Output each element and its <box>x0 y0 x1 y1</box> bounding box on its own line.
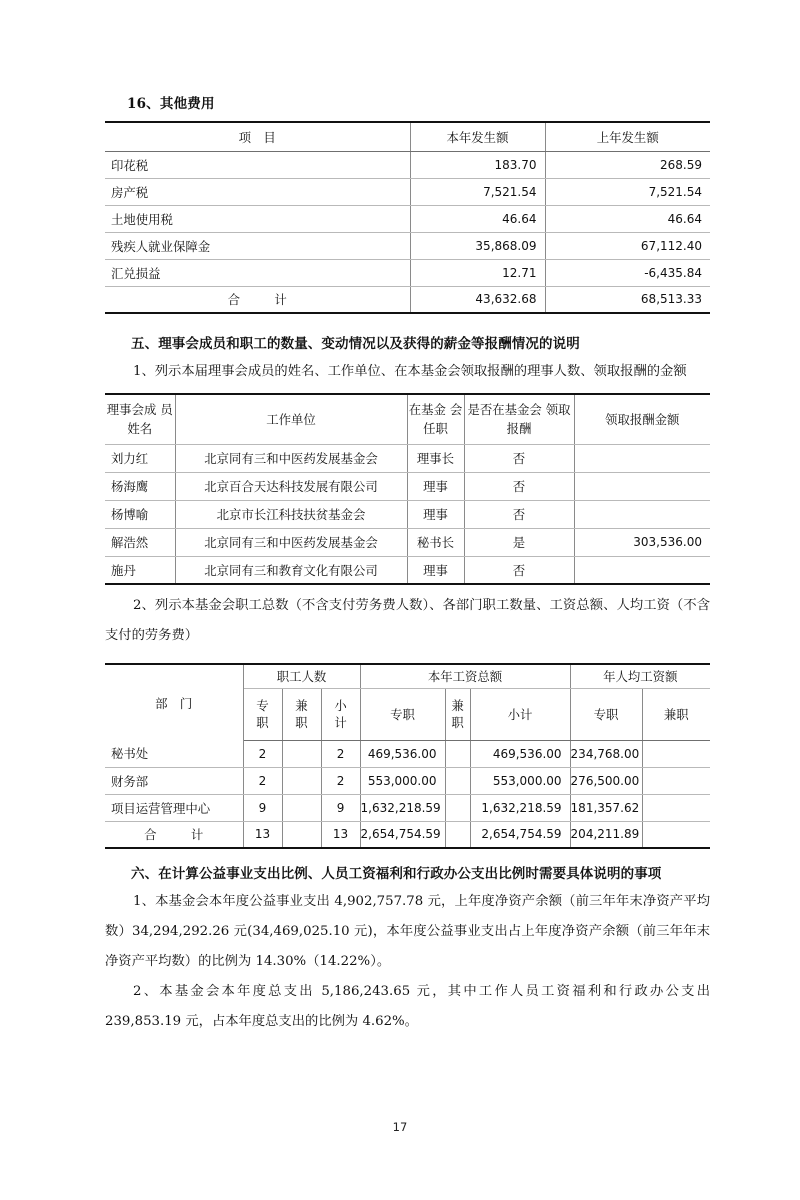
cell-count-subtotal: 2 <box>321 767 360 794</box>
other-expenses-table <box>105 121 710 314</box>
cell-count-fulltime: 9 <box>243 794 282 821</box>
table-row <box>105 556 710 584</box>
cell-previous: 268.59 <box>545 151 710 178</box>
sub-header-wage-fulltime: 专职 <box>360 688 445 740</box>
cell-position: 理事 <box>407 472 464 500</box>
page-number: 17 <box>392 1120 408 1134</box>
cell-total-previous: 68,513.33 <box>545 286 710 313</box>
cell-avg-parttime <box>642 740 710 767</box>
cell-count-subtotal: 2 <box>321 740 360 767</box>
col-header-name <box>105 394 175 444</box>
table-row <box>105 151 710 178</box>
sub-header-avg-parttime: 兼职 <box>642 688 710 740</box>
cell-count-subtotal: 9 <box>321 794 360 821</box>
col-header-paid <box>464 394 574 444</box>
cell-wage-subtotal: 469,536.00 <box>470 740 570 767</box>
cell-current: 35,868.09 <box>410 232 545 259</box>
cell-count-parttime <box>282 794 321 821</box>
col-header-previous: 上年发生额 <box>545 122 710 151</box>
cell-current: 46.64 <box>410 205 545 232</box>
col-header-total-wages: 本年工资总额 <box>360 664 570 688</box>
sub-header-count-subtotal-line2: 计 <box>334 715 347 730</box>
sub-header-count-fulltime-line2: 职 <box>256 715 269 730</box>
table-row <box>105 528 710 556</box>
cell-position: 理事 <box>407 556 464 584</box>
cell-count-fulltime: 2 <box>243 767 282 794</box>
cell-work-unit: 北京同有三和教育文化有限公司 <box>175 556 407 584</box>
table-group-header-row <box>105 664 710 688</box>
sub-header-wage-parttime-line2: 职 <box>451 715 464 730</box>
cell-wage-fulltime: 553,000.00 <box>360 767 445 794</box>
table-row <box>105 500 710 528</box>
col-header-name-line2: 员姓名 <box>127 402 173 437</box>
cell-paid: 否 <box>464 500 574 528</box>
cell-total-avg-parttime <box>642 821 710 848</box>
cell-total-avg-fulltime: 204,211.89 <box>570 821 642 848</box>
cell-total-count-fulltime: 13 <box>243 821 282 848</box>
cell-amount <box>574 556 710 584</box>
cell-avg-fulltime: 181,357.62 <box>570 794 642 821</box>
col-header-avg-wage: 年人均工资额 <box>570 664 710 688</box>
cell-total-count-subtotal: 13 <box>321 821 360 848</box>
cell-paid: 否 <box>464 444 574 472</box>
table-header-row <box>105 394 710 444</box>
cell-department: 项目运营管理中心 <box>105 794 243 821</box>
cell-current: 12.71 <box>410 259 545 286</box>
cell-wage-subtotal: 1,632,218.59 <box>470 794 570 821</box>
cell-item: 残疾人就业保障金 <box>105 232 410 259</box>
col-header-paid-line1: 是否在基金会 <box>467 402 542 418</box>
col-header-work-unit: 工作单位 <box>175 394 407 444</box>
cell-total-wage-fulltime: 2,654,754.59 <box>360 821 445 848</box>
sub-header-wage-subtotal: 小计 <box>470 688 570 740</box>
section-six-paragraph-2: 2、本基金会本年度总支出 5,186,243.65 元，其中工作人员工资福利和行政办公支出 239,853.19 元，占本年度总支出的比例为 4.62%。 <box>105 984 710 1029</box>
sub-header-count-subtotal-line1: 小 <box>334 698 347 713</box>
cell-member-name: 杨海鹰 <box>105 472 175 500</box>
col-header-position-line2: 会任职 <box>423 402 463 437</box>
cell-avg-parttime <box>642 767 710 794</box>
cell-work-unit: 北京市长江科技扶贫基金会 <box>175 500 407 528</box>
cell-work-unit: 北京同有三和中医药发展基金会 <box>175 528 407 556</box>
sub-header-count-parttime <box>282 688 321 740</box>
cell-wage-parttime <box>445 767 470 794</box>
col-header-amount: 领取报酬金额 <box>574 394 710 444</box>
sub-header-count-fulltime <box>243 688 282 740</box>
table-row <box>105 178 710 205</box>
table-row <box>105 205 710 232</box>
col-header-name-line1: 理事会成 <box>106 402 157 418</box>
col-header-position <box>407 394 464 444</box>
cell-previous: 67,112.40 <box>545 232 710 259</box>
cell-paid: 否 <box>464 556 574 584</box>
cell-member-name: 刘力红 <box>105 444 175 472</box>
table-row <box>105 472 710 500</box>
cell-total-label: 合 计 <box>105 821 243 848</box>
col-header-department: 部 门 <box>105 664 243 740</box>
table-row <box>105 444 710 472</box>
cell-avg-fulltime: 276,500.00 <box>570 767 642 794</box>
section-five-item1-text: 1、列示本届理事会成员的姓名、工作单位、在本基金会领取报酬的理事人数、领取报酬的金额 <box>133 364 687 379</box>
sub-header-count-parttime-line2: 职 <box>295 715 308 730</box>
cell-item: 房产税 <box>105 178 410 205</box>
sub-header-wage-parttime <box>445 688 470 740</box>
cell-work-unit: 北京百合天达科技发展有限公司 <box>175 472 407 500</box>
col-header-staff-count: 职工人数 <box>243 664 360 688</box>
cell-wage-parttime <box>445 794 470 821</box>
cell-count-parttime <box>282 767 321 794</box>
cell-member-name: 施丹 <box>105 556 175 584</box>
cell-total-wage-parttime <box>445 821 470 848</box>
col-header-position-line1: 在基金 <box>408 402 446 418</box>
cell-previous: 7,521.54 <box>545 178 710 205</box>
cell-current: 183.70 <box>410 151 545 178</box>
table-total-row <box>105 286 710 313</box>
cell-member-name: 解浩然 <box>105 528 175 556</box>
cell-amount <box>574 444 710 472</box>
cell-position: 理事长 <box>407 444 464 472</box>
cell-member-name: 杨博喻 <box>105 500 175 528</box>
cell-wage-subtotal: 553,000.00 <box>470 767 570 794</box>
section-16-heading: 16、其他费用 <box>127 96 215 112</box>
sub-header-wage-parttime-line1: 兼 <box>451 698 464 713</box>
cell-avg-parttime <box>642 794 710 821</box>
cell-avg-fulltime: 234,768.00 <box>570 740 642 767</box>
table-row <box>105 794 710 821</box>
table-header-row <box>105 122 710 151</box>
section-five-heading: 五、理事会成员和职工的数量、变动情况以及获得的薪金等报酬情况的说明 <box>131 336 580 352</box>
section-six-heading: 六、在计算公益事业支出比例、人员工资福利和行政办公支出比例时需要具体说明的事项 <box>131 866 662 882</box>
section-six-paragraph-1: 1、本基金会本年度公益事业支出 4,902,757.78 元，上年度净资产余额（前三年年末净资产平均数）34,294,292.26 元(34,469,025.10 元)，本年度公益事业支出占上年度净资产余额（前三年年末净资产平均数）的比例为 14.30%（14.22%）。 <box>105 894 710 969</box>
cell-work-unit: 北京同有三和中医药发展基金会 <box>175 444 407 472</box>
cell-wage-fulltime: 1,632,218.59 <box>360 794 445 821</box>
cell-position: 秘书长 <box>407 528 464 556</box>
cell-paid: 否 <box>464 472 574 500</box>
cell-item: 汇兑损益 <box>105 259 410 286</box>
col-header-item: 项 目 <box>105 122 410 151</box>
board-members-table <box>105 393 710 585</box>
cell-amount: 303,536.00 <box>574 528 710 556</box>
staff-wages-table <box>105 663 710 849</box>
cell-position: 理事 <box>407 500 464 528</box>
cell-total-count-parttime <box>282 821 321 848</box>
cell-wage-parttime <box>445 740 470 767</box>
cell-count-parttime <box>282 740 321 767</box>
col-header-current: 本年发生额 <box>410 122 545 151</box>
cell-item: 印花税 <box>105 151 410 178</box>
sub-header-avg-fulltime: 专职 <box>570 688 642 740</box>
col-header-paid-line2: 领取报酬 <box>506 402 571 437</box>
cell-amount <box>574 500 710 528</box>
table-row <box>105 259 710 286</box>
cell-paid: 是 <box>464 528 574 556</box>
cell-department: 秘书处 <box>105 740 243 767</box>
cell-previous: -6,435.84 <box>545 259 710 286</box>
table-row <box>105 767 710 794</box>
cell-count-fulltime: 2 <box>243 740 282 767</box>
table-row <box>105 740 710 767</box>
sub-header-count-subtotal <box>321 688 360 740</box>
cell-item: 土地使用税 <box>105 205 410 232</box>
cell-amount <box>574 472 710 500</box>
cell-current: 7,521.54 <box>410 178 545 205</box>
section-five-item2-text: 2、列示本基金会职工总数（不含支付劳务费人数）、各部门职工数量、工资总额、人均工资（不含支付的劳务费） <box>105 598 710 643</box>
cell-wage-fulltime: 469,536.00 <box>360 740 445 767</box>
cell-total-current: 43,632.68 <box>410 286 545 313</box>
table-row <box>105 232 710 259</box>
sub-header-count-parttime-line1: 兼 <box>295 698 308 713</box>
cell-department: 财务部 <box>105 767 243 794</box>
table-total-row <box>105 821 710 848</box>
sub-header-count-fulltime-line1: 专 <box>256 698 269 713</box>
cell-total-wage-subtotal: 2,654,754.59 <box>470 821 570 848</box>
cell-previous: 46.64 <box>545 205 710 232</box>
cell-total-label: 合 计 <box>105 286 410 313</box>
